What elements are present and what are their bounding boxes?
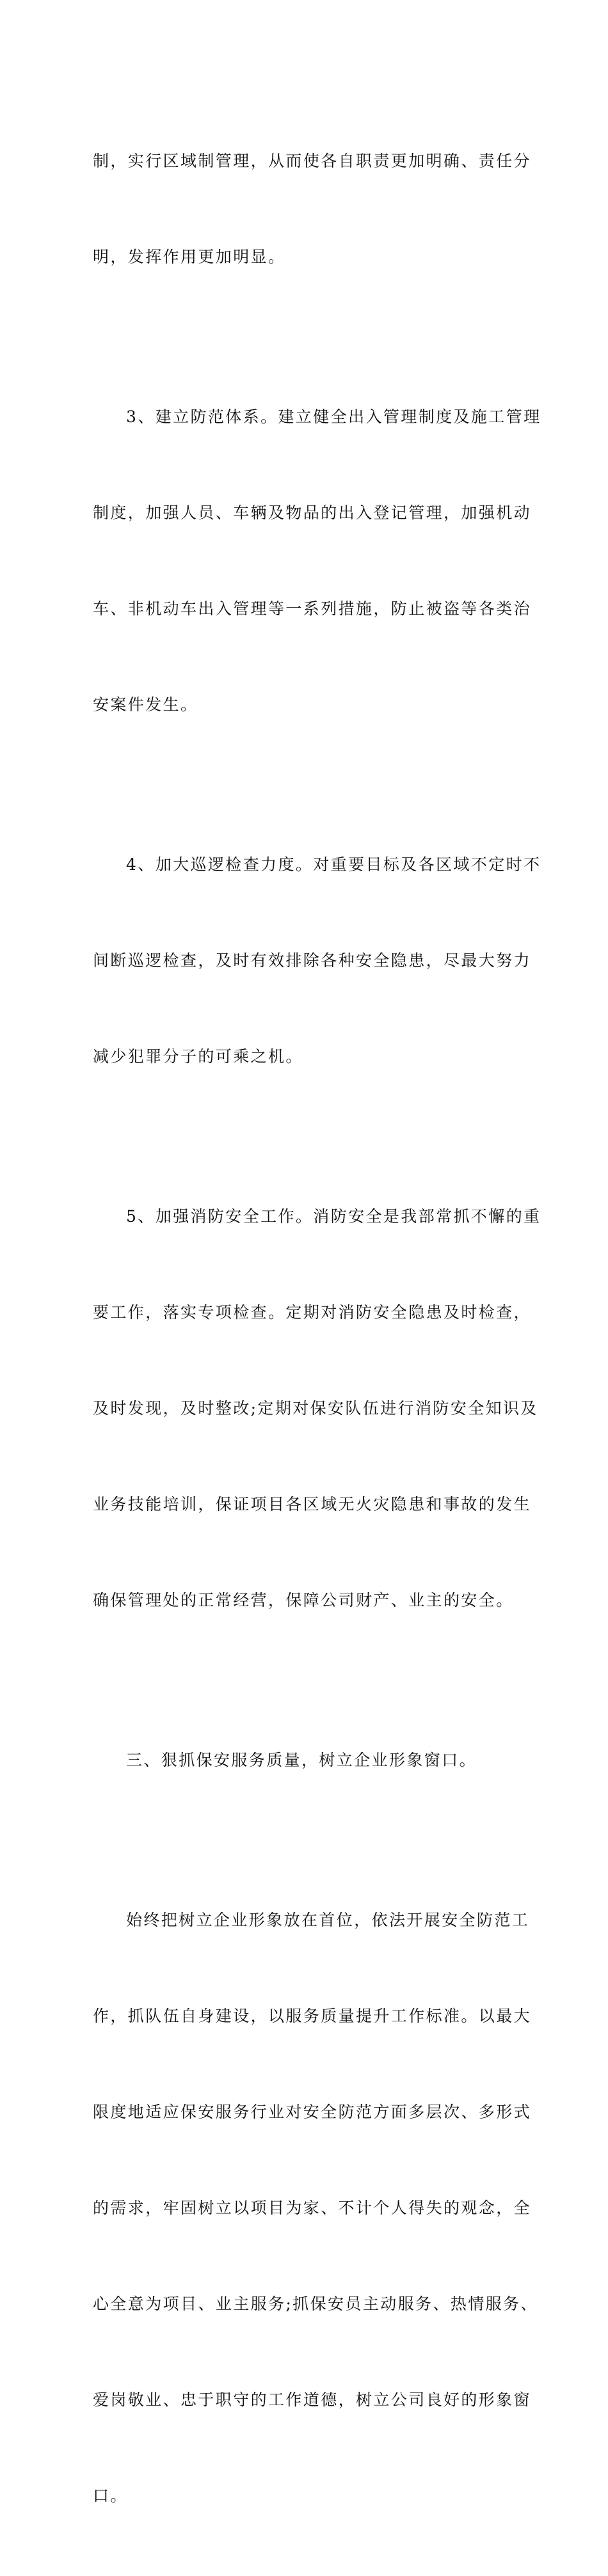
paragraph-item-4 xyxy=(93,785,541,1137)
text-line: 始终把树立企业形象放在首位，依法开展安全防范工 xyxy=(126,1911,530,1929)
section-heading-text: 三、狠抓保安服务质量，树立企业形象窗口。 xyxy=(126,1751,477,1769)
text-line: 确保管理处的正常经营，保障公司财产、业主的安全。 xyxy=(93,1591,514,1609)
text-line: 减少犯罪分子的可乘之机。 xyxy=(93,1047,303,1066)
text-line: 安案件发生。 xyxy=(93,695,198,714)
text-line: 3、建立防范体系。建立健全出入管理制度及施工管理 xyxy=(126,407,541,426)
paragraph-item-5 xyxy=(93,1137,541,1680)
text-line: 心全意为项目、业主服务;抓保安员主动服务、热情服务、 xyxy=(93,2295,538,2313)
text-line: 要工作，落实专项检查。定期对消防安全隐患及时检查， xyxy=(93,1303,532,1322)
text-line: 的需求，牢固树立以项目为家、不计个人得失的观念，全 xyxy=(93,2199,532,2217)
text-line: 车、非机动车出入管理等一系列措施，防止被盗等各类治 xyxy=(93,599,532,618)
document-body xyxy=(93,81,541,2576)
text-line: 4、加大巡逻检查力度。对重要目标及各区域不定时不 xyxy=(126,855,541,874)
text-line: 制度，加强人员、车辆及物品的出入登记管理，加强机动 xyxy=(93,503,532,522)
text-line: 口。 xyxy=(93,2486,128,2505)
text-line: 业务技能培训，保证项目各区域无火灾隐患和事故的发生 xyxy=(93,1495,532,1513)
text-line: 5、加强消防安全工作。消防安全是我部常抓不懈的重 xyxy=(126,1207,541,1226)
section-heading xyxy=(93,1680,516,1840)
text-line: 作，抓队伍自身建设，以服务质量提升工作标准。以最大 xyxy=(93,2007,532,2025)
text-line: 及时发现，及时整改;定期对保安队伍进行消防安全知识及 xyxy=(93,1399,538,1418)
paragraph-section-3-body xyxy=(93,1840,538,2576)
paragraph-continuation xyxy=(93,81,532,337)
paragraph-item-3 xyxy=(93,337,541,785)
text-line: 制，实行区域制管理，从而使各自职责更加明确、责任分 xyxy=(93,152,532,170)
text-line: 限度地适应保安服务行业对安全防范方面多层次、多形式 xyxy=(93,2103,532,2121)
text-line: 间断巡逻检查，及时有效排除各种安全隐患，尽最大努力 xyxy=(93,951,532,970)
text-line: 明，发挥作用更加明显。 xyxy=(93,248,286,266)
text-line: 爱岗敬业、忠于职守的工作道德，树立公司良好的形象窗 xyxy=(93,2390,532,2409)
